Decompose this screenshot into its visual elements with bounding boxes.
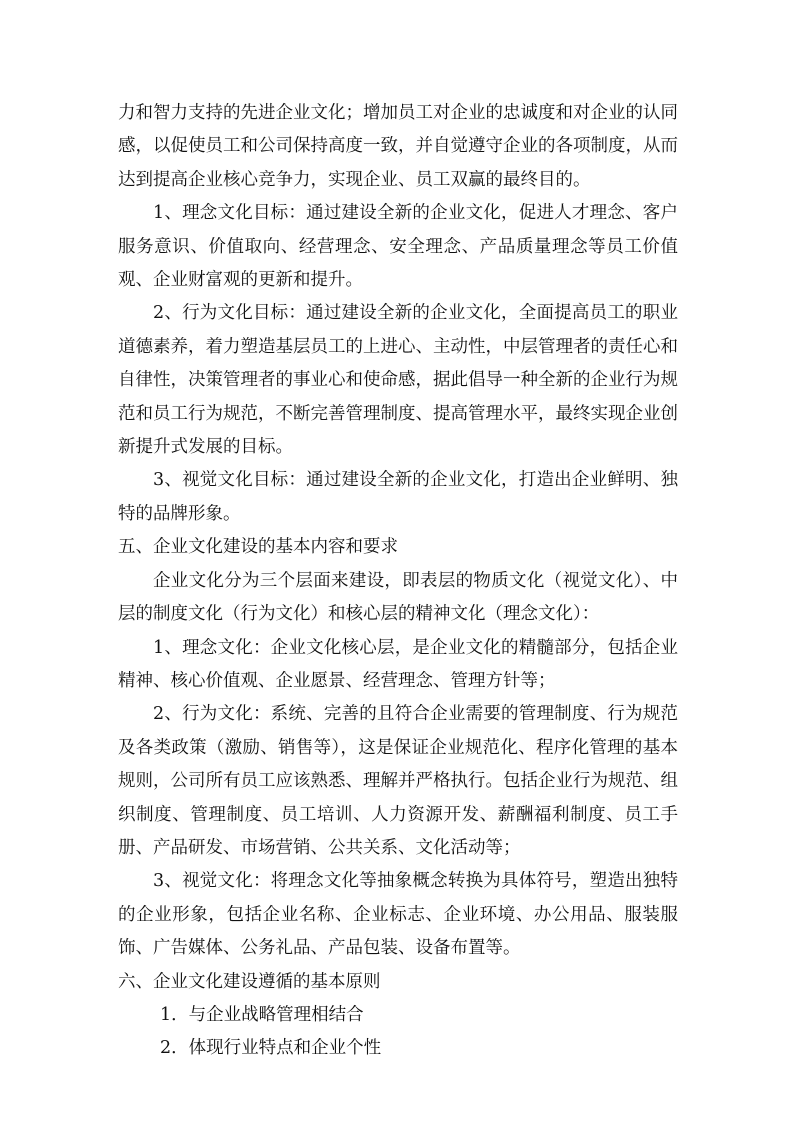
paragraph-intro-continued: 力和智力支持的先进企业文化；增加员工对企业的忠诚度和对企业的认同感，以促使员工和公司保持高度一致，并自觉遵守企业的各项制度，从而达到提高企业核心竞争力，实现企业、员工双赢的最终目的。 [118, 103, 678, 190]
paragraph-visual-culture: 3、视觉文化：将理念文化等抽象概念转换为具体符号，塑造出独特的企业形象，包括企业名称、企业标志、企业环境、办公用品、服装服饰、广告媒体、公务礼品、产品包装、设备布置等。 [118, 871, 678, 959]
section-heading-6: 六、企业文化建设遵循的基本原则 [118, 971, 381, 992]
paragraph-behavior-culture: 2、行为文化：系统、完善的且符合企业需要的管理制度、行为规范及各类政策（激励、销售等），这是保证企业规范化、程序化管理的基本规则，公司所有员工应该熟悉、理解并严格执行。包括企业行为规范、组织制度、管理制度、员工培训、人力资源开发、薪酬福利制度、员工手册、产品研发、市场营销、公共关系、文化活动等； [118, 704, 678, 858]
section-heading-5: 五、企业文化建设的基本内容和要求 [118, 537, 398, 558]
paragraph-three-levels: 企业文化分为三个层面来建设，即表层的物质文化（视觉文化）、中层的制度文化（行为文化）和核心层的精神文化（理念文化）： [118, 570, 678, 625]
principle-item-2: 2．体现行业特点和企业个性 [160, 1038, 382, 1059]
paragraph-visual-goal: 3、视觉文化目标：通过建设全新的企业文化，打造出企业鲜明、独特的品牌形象。 [118, 470, 678, 524]
paragraph-concept-goal: 1、理念文化目标：通过建设全新的企业文化，促进人才理念、客户服务意识、价值取向、经营理念、安全理念、产品质量理念等员工价值观、企业财富观的更新和提升。 [118, 203, 678, 291]
document-page [118, 97, 678, 1066]
principle-item-1: 1．与企业战略管理相结合 [160, 1004, 364, 1025]
paragraph-behavior-goal: 2、行为文化目标：通过建设全新的企业文化，全面提高员工的职业道德素养，着力塑造基层员工的上进心、主动性，中层管理者的责任心和自律性，决策管理者的事业心和使命感，据此倡导一种全新的企业行为规范和员工行为规范，不断完善管理制度、提高管理水平，最终实现企业创新提升式发展的目标。 [118, 303, 678, 458]
paragraph-concept-culture: 1、理念文化：企业文化核心层，是企业文化的精髓部分，包括企业精神、核心价值观、企业愿景、经营理念、管理方针等； [118, 637, 678, 691]
